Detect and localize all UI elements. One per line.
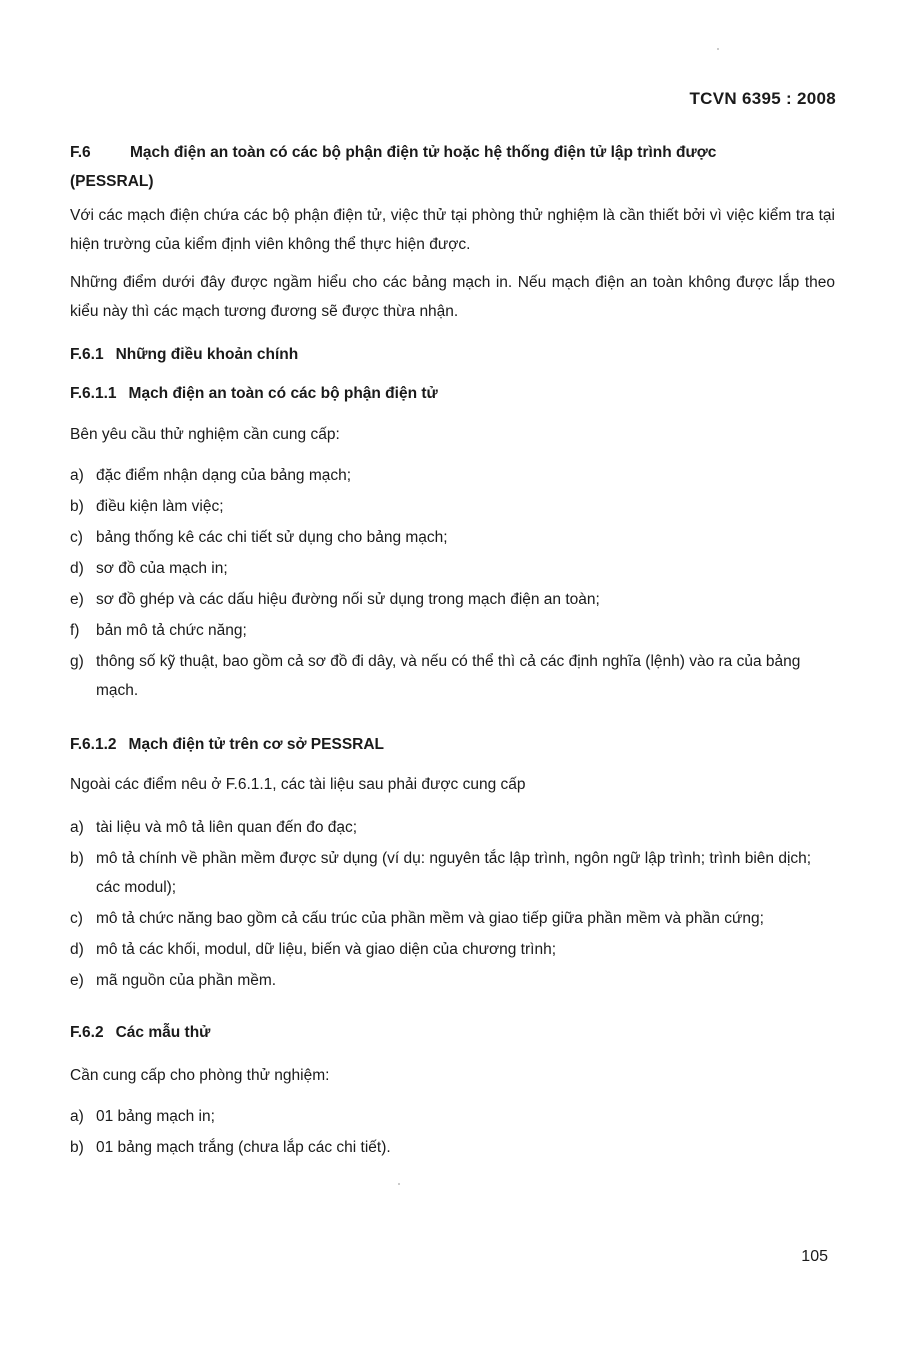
section-f6-1-2-heading [70, 736, 384, 754]
list-item-text: mã nguồn của phần mềm. [96, 972, 277, 989]
list-item-text: mô tả chính về phần mềm được sử dụng (ví dụ: nguyên tắc lập trình, ngôn ngữ lập trình; trình biên dịch; các modul); [96, 850, 812, 896]
page-number: 105 [801, 1248, 828, 1265]
list-item [70, 554, 835, 583]
list-item-text: sơ đồ ghép và các dấu hiệu đường nối sử dụng trong mạch điện an toàn; [96, 591, 600, 608]
list-item-text: điều kiện làm việc; [96, 498, 224, 515]
documents-list [70, 813, 835, 997]
paragraph: Ngoài các điểm nêu ở F.6.1.1, các tài liệu sau phải được cung cấp [70, 776, 526, 793]
requirements-list [70, 461, 835, 707]
section-title: Các mẫu thử [115, 1024, 211, 1041]
list-item [70, 1133, 835, 1162]
list-marker: c) [70, 910, 83, 927]
list-item [70, 844, 835, 902]
list-item [70, 647, 835, 705]
list-item-text: mô tả chức năng bao gồm cả cấu trúc của phần mềm và giao tiếp giữa phần mềm và phần cứng; [96, 910, 764, 927]
list-marker: b) [70, 850, 84, 867]
section-number: F.6.2 [70, 1024, 104, 1041]
list-item [70, 813, 835, 842]
section-title: Mạch điện tử trên cơ sở PESSRAL [128, 736, 385, 753]
list-item-text: thông số kỹ thuật, bao gồm cả sơ đồ đi dây, và nếu có thể thì cả các định nghĩa (lệnh) vào ra của bảng mạch. [96, 653, 801, 699]
list-marker: e) [70, 972, 84, 989]
scan-speck [717, 48, 719, 50]
list-item [70, 1102, 835, 1131]
paragraph: Những điểm dưới đây được ngầm hiểu cho các bảng mạch in. Nếu mạch điện an toàn không được lắp theo kiểu này thì các mạch tương đương sẽ được thừa nhận. [70, 274, 835, 320]
list-item [70, 585, 835, 614]
list-item-text: bảng thống kê các chi tiết sử dụng cho bảng mạch; [96, 529, 448, 546]
list-item-text: đặc điểm nhận dạng của bảng mạch; [96, 467, 352, 484]
list-marker: d) [70, 941, 84, 958]
section-number: F.6.1.2 [70, 736, 117, 753]
list-item-text: 01 bảng mạch in; [96, 1108, 215, 1125]
list-item-text: tài liệu và mô tả liên quan đến đo đạc; [96, 819, 358, 836]
section-number: F.6 [70, 144, 91, 161]
section-number: F.6.1 [70, 346, 104, 363]
section-title: Mạch điện an toàn có các bộ phận điện tử hoặc hệ thống điện tử lập trình được [130, 144, 717, 161]
paragraph: Cần cung cấp cho phòng thử nghiệm: [70, 1067, 330, 1084]
list-marker: a) [70, 467, 84, 484]
list-marker: b) [70, 1139, 84, 1156]
list-item [70, 935, 835, 964]
standard-code: TCVN 6395 : 2008 [689, 89, 836, 108]
list-item [70, 616, 835, 645]
paragraph: Bên yêu cầu thử nghiệm cần cung cấp: [70, 426, 340, 443]
section-f6-title-line1 [70, 138, 840, 167]
section-title: Những điều khoản chính [115, 346, 299, 363]
section-f6-title-line2: (PESSRAL) [70, 173, 154, 190]
list-marker: f) [70, 622, 80, 639]
section-title: Mạch điện an toàn có các bộ phận điện tử [128, 385, 438, 402]
list-item-text: 01 bảng mạch trắng (chưa lắp các chi tiết). [96, 1139, 391, 1156]
list-marker: e) [70, 591, 84, 608]
section-number: F.6.1.1 [70, 385, 117, 402]
section-f6-1-1-heading [70, 385, 438, 403]
list-item-text: bản mô tả chức năng; [96, 622, 247, 639]
list-item [70, 523, 835, 552]
list-item-text: sơ đồ của mạch in; [96, 560, 228, 577]
paragraph: Với các mạch điện chứa các bộ phận điện tử, việc thử tại phòng thử nghiệm là cần thiết bởi vì việc kiểm tra tại hiện trường của kiểm định viên không thể thực hiện được. [70, 207, 835, 253]
section-f6-1-heading [70, 346, 298, 364]
list-marker: g) [70, 653, 84, 670]
scan-speck [398, 1183, 400, 1185]
list-item [70, 904, 835, 933]
list-item [70, 966, 835, 995]
list-item [70, 461, 835, 490]
section-f6-heading [70, 138, 840, 196]
list-marker: b) [70, 498, 84, 515]
list-marker: a) [70, 819, 84, 836]
list-marker: c) [70, 529, 83, 546]
list-marker: d) [70, 560, 84, 577]
list-item-text: mô tả các khối, modul, dữ liệu, biến và giao diện của chương trình; [96, 941, 557, 958]
section-f6-2-heading [70, 1024, 210, 1042]
list-marker: a) [70, 1108, 84, 1125]
list-item [70, 492, 835, 521]
samples-list [70, 1102, 835, 1164]
